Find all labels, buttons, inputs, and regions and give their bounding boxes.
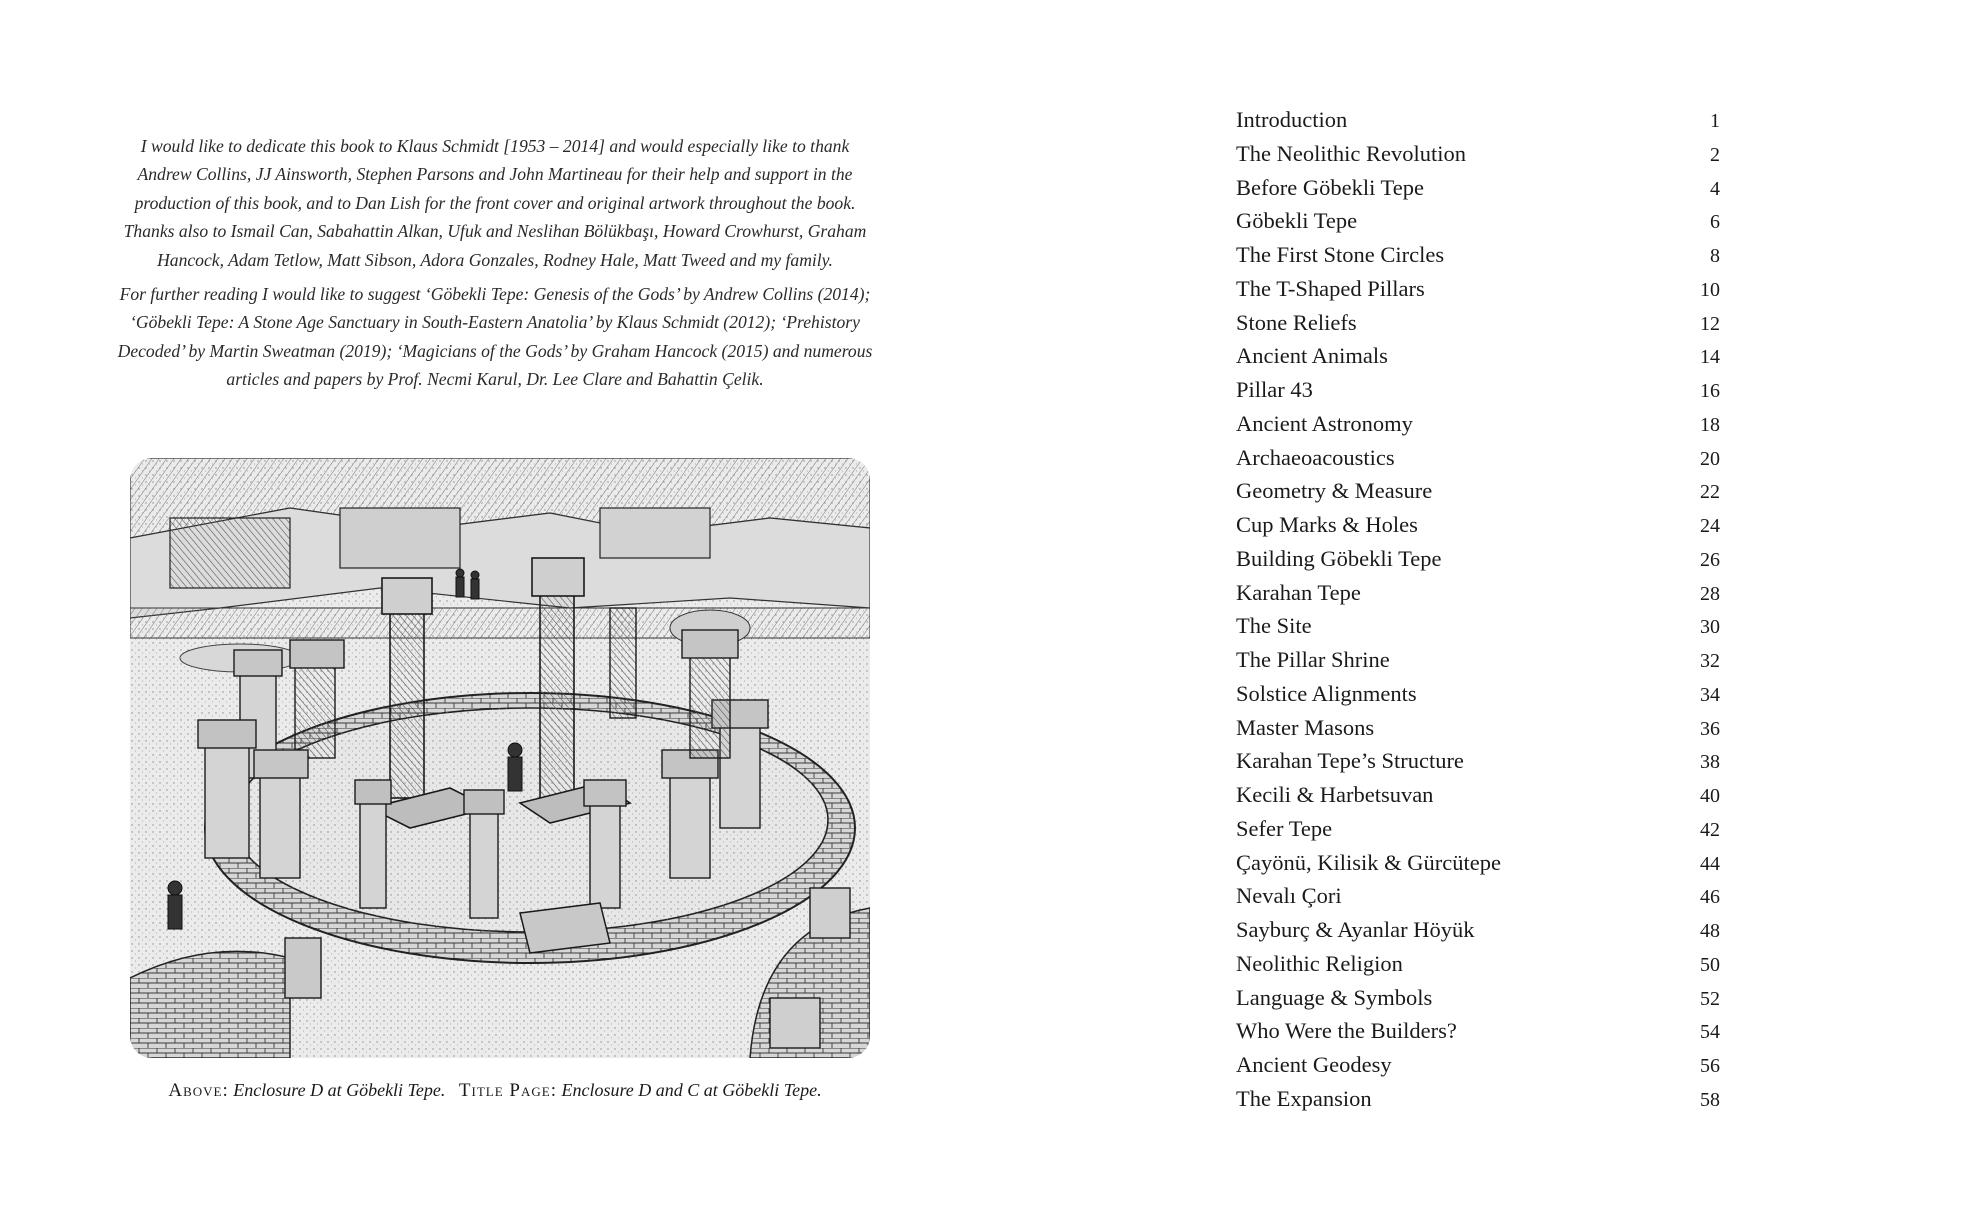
toc-page-number: 30	[1700, 616, 1720, 639]
left-page	[0, 0, 984, 1221]
toc-title: Pillar 43	[1236, 377, 1313, 402]
toc-entry[interactable]	[1236, 816, 1720, 850]
toc-entry[interactable]	[1236, 850, 1720, 884]
toc-title: The Pillar Shrine	[1236, 647, 1390, 672]
toc-entry[interactable]	[1236, 377, 1720, 411]
toc-page-number: 34	[1700, 683, 1720, 706]
toc-entry[interactable]	[1236, 883, 1720, 917]
toc-entry[interactable]	[1236, 1086, 1720, 1120]
toc-entry[interactable]	[1236, 276, 1720, 310]
toc-title: Sefer Tepe	[1236, 815, 1333, 841]
toc-page-number: 42	[1700, 818, 1720, 841]
toc-title: Kecili & Harbetsuvan	[1236, 782, 1434, 807]
illustration-caption	[115, 1080, 875, 1102]
toc-entry[interactable]	[1236, 681, 1720, 715]
toc-entry[interactable]	[1236, 613, 1720, 647]
caption-text-title-page: Enclosure D and C at Göbekli Tepe.	[561, 1080, 822, 1100]
toc-page-number: 32	[1700, 650, 1720, 672]
toc-entry[interactable]	[1236, 782, 1720, 816]
caption-label-title-page: Title Page:	[458, 1080, 557, 1101]
table-of-contents	[1236, 107, 1720, 1120]
toc-page-number: 4	[1710, 177, 1720, 200]
toc-title: Karahan Tepe’s Structure	[1236, 748, 1464, 774]
toc-page-number: 38	[1700, 751, 1720, 774]
toc-entry[interactable]	[1236, 546, 1720, 580]
toc-entry[interactable]	[1236, 242, 1720, 276]
toc-page-number: 44	[1700, 852, 1720, 875]
toc-page-number: 52	[1700, 987, 1720, 1010]
toc-page-number: 14	[1700, 346, 1720, 369]
toc-page-number: 8	[1710, 245, 1720, 267]
caption-text-above: Enclosure D at Göbekli Tepe.	[233, 1080, 446, 1100]
toc-page-number: 1	[1710, 110, 1720, 132]
dedication-paragraph: I would like to dedicate this book to Klaus Schmidt [1953 – 2014] and would especially like to thank Andrew Collins, JJ Ainsworth, Stephen Parsons and John Martineau for their help and support in the production of this book, and to Dan Lish for the front cover and original artwork throughout the book. Thanks also to Ismail Can, Sabahattin Alkan, Ufuk and Neslihan Bölükbaşı, Howard Crowhurst, Graham Hancock, Adam Tetlow, Matt Sibson, Adora Gonzales, Rodney Hale, Matt Tweed and my family.	[123, 136, 867, 270]
right-page	[984, 0, 1969, 1221]
toc-title: Neolithic Religion	[1236, 950, 1403, 976]
toc-title: The Expansion	[1236, 1085, 1372, 1111]
toc-page-number: 24	[1700, 515, 1720, 537]
toc-page-number: 58	[1700, 1088, 1720, 1111]
toc-title: Solstice Alignments	[1236, 680, 1417, 706]
toc-page-number: 50	[1700, 953, 1720, 976]
toc-title: The First Stone Circles	[1236, 242, 1445, 267]
toc-page-number: 46	[1700, 886, 1720, 909]
toc-title: Nevalı Çori	[1236, 883, 1342, 909]
toc-title: Ancient Animals	[1236, 343, 1388, 369]
toc-page-number: 22	[1700, 481, 1720, 504]
toc-page-number: 40	[1700, 785, 1720, 807]
toc-title: Who Were the Builders?	[1236, 1018, 1457, 1044]
toc-page-number: 6	[1710, 211, 1720, 234]
toc-page-number: 20	[1700, 447, 1720, 470]
toc-entry[interactable]	[1236, 715, 1720, 749]
toc-page-number: 54	[1700, 1021, 1720, 1044]
toc-title: The Neolithic Revolution	[1236, 140, 1466, 166]
toc-title: Archaeoacoustics	[1236, 444, 1395, 470]
toc-entry[interactable]	[1236, 445, 1720, 479]
toc-entry[interactable]	[1236, 985, 1720, 1019]
toc-page-number: 56	[1700, 1055, 1720, 1077]
toc-page-number: 10	[1700, 278, 1720, 301]
toc-page-number: 18	[1700, 413, 1720, 436]
toc-entry[interactable]	[1236, 411, 1720, 445]
toc-entry[interactable]	[1236, 512, 1720, 546]
toc-title: Building Göbekli Tepe	[1236, 545, 1442, 571]
caption-label-above: Above:	[168, 1080, 229, 1101]
toc-title: Introduction	[1236, 107, 1348, 132]
toc-entry[interactable]	[1236, 310, 1720, 344]
toc-title: Geometry & Measure	[1236, 478, 1433, 504]
toc-title: Before Göbekli Tepe	[1236, 174, 1424, 200]
toc-title: Sayburç & Ayanlar Höyük	[1236, 917, 1475, 942]
toc-page-number: 12	[1700, 312, 1720, 335]
toc-title: Göbekli Tepe	[1236, 208, 1358, 234]
toc-entry[interactable]	[1236, 647, 1720, 681]
toc-title: Ancient Astronomy	[1236, 410, 1413, 436]
toc-entry[interactable]	[1236, 343, 1720, 377]
toc-title: The T-Shaped Pillars	[1236, 275, 1425, 301]
toc-entry[interactable]	[1236, 478, 1720, 512]
toc-entry[interactable]	[1236, 917, 1720, 951]
toc-entry[interactable]	[1236, 208, 1720, 242]
toc-page-number: 28	[1700, 582, 1720, 605]
toc-title: Master Masons	[1236, 714, 1375, 740]
toc-page-number: 26	[1700, 548, 1720, 571]
toc-entry[interactable]	[1236, 175, 1720, 209]
dedication	[115, 132, 875, 400]
toc-title: Ancient Geodesy	[1236, 1052, 1392, 1077]
toc-entry[interactable]	[1236, 951, 1720, 985]
toc-title: Cup Marks & Holes	[1236, 512, 1418, 537]
enclosure-d-illustration	[130, 458, 870, 1058]
toc-entry[interactable]	[1236, 141, 1720, 175]
toc-title: Çayönü, Kilisik & Gürcütepe	[1236, 849, 1501, 875]
toc-page-number: 16	[1700, 380, 1720, 402]
toc-title: Language & Symbols	[1236, 984, 1433, 1010]
further-reading-paragraph: For further reading I would like to suggest ‘Göbekli Tepe: Genesis of the Gods’ by Andrew Collins (2014); ‘Göbekli Tepe: A Stone Age Sanctuary in South-Eastern Anatolia’ by Klaus Schmidt (2012); ‘Prehistory Decoded’ by Martin Sweatman (2019); ‘Magicians of the Gods’ by Graham Hancock (2015) and numerous articles and papers by Prof. Necmi Karul, Dr. Lee Clare and Bahattin Çelik.	[117, 284, 873, 390]
toc-title: Stone Reliefs	[1236, 309, 1357, 335]
toc-page-number: 36	[1700, 717, 1720, 740]
toc-title: Karahan Tepe	[1236, 579, 1361, 605]
toc-page-number: 48	[1700, 920, 1720, 942]
toc-entry[interactable]	[1236, 1018, 1720, 1052]
toc-entry[interactable]	[1236, 107, 1720, 141]
toc-title: The Site	[1236, 613, 1312, 639]
toc-page-number: 2	[1710, 143, 1720, 166]
toc-entry[interactable]	[1236, 580, 1720, 614]
toc-entry[interactable]	[1236, 1052, 1720, 1086]
toc-entry[interactable]	[1236, 748, 1720, 782]
